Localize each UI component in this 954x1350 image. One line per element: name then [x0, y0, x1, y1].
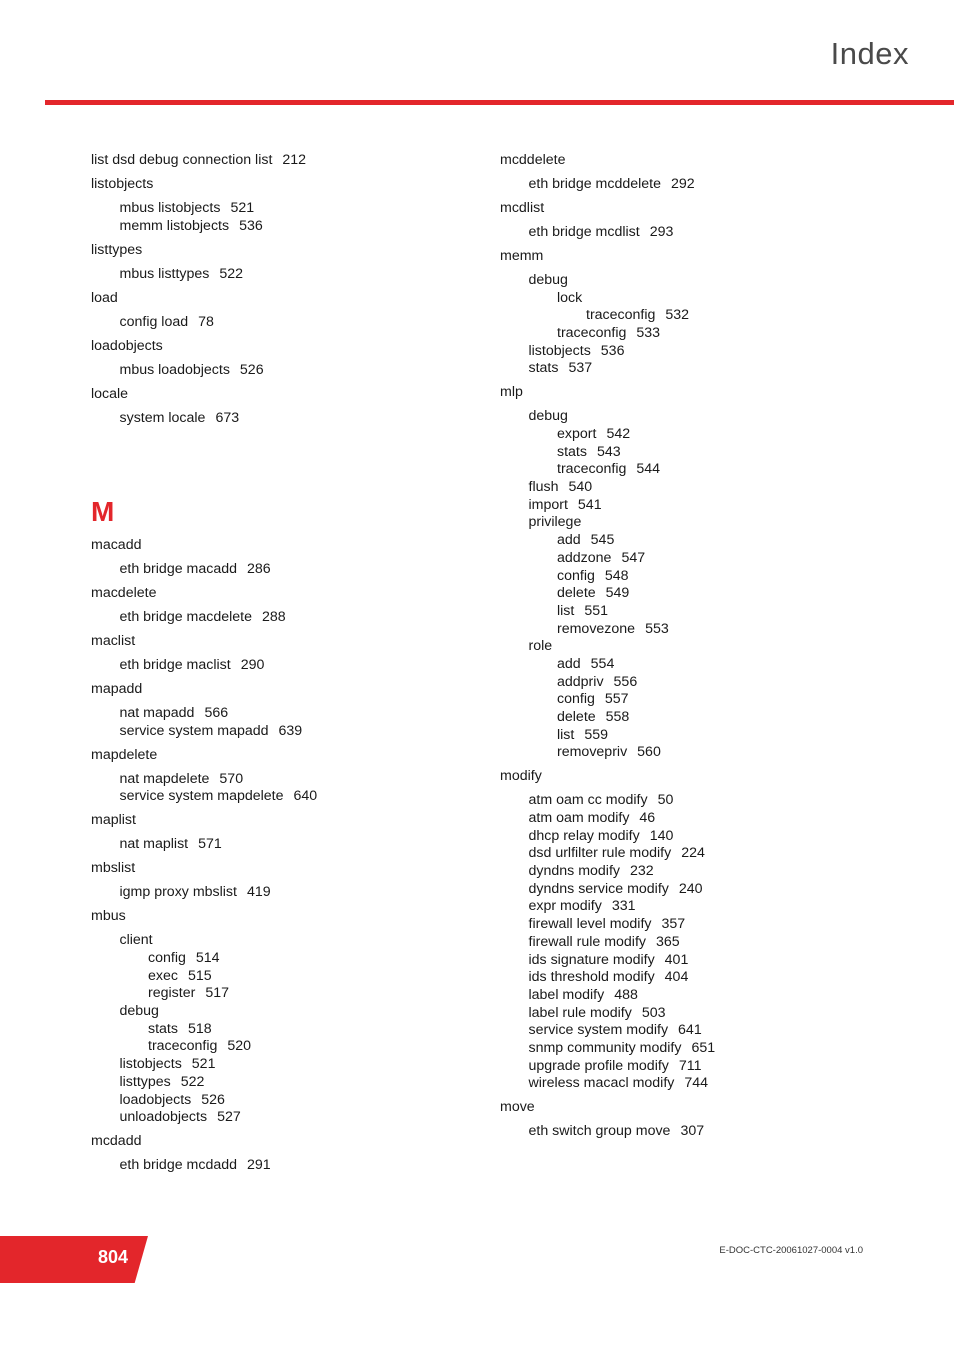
index-entry [500, 1099, 860, 1141]
index-subentry [91, 1109, 451, 1127]
page-number: 804 [98, 1247, 129, 1267]
index-subentry-text: add [557, 532, 581, 549]
index-subentry-text: export [557, 426, 597, 443]
index-subentry-page-ref: 543 [596, 443, 621, 460]
index-term [91, 585, 451, 603]
index-subentry-text: unloadobjects [119, 1109, 208, 1126]
index-term-text: memm [500, 247, 544, 264]
index-subentry-page-ref: 536 [239, 217, 263, 234]
index-subentry-page-ref: 240 [678, 880, 703, 897]
index-subentry [91, 788, 451, 806]
index-entry [91, 386, 451, 428]
index-entry [91, 537, 451, 579]
index-subentry-page-ref: 536 [600, 342, 625, 359]
index-term-text: maplist [91, 812, 136, 829]
index-subentry [500, 1075, 860, 1093]
index-subentry-text: label rule modify [528, 1004, 632, 1021]
index-subentry-text: system locale [119, 409, 206, 426]
index-subentry-text: config [148, 950, 186, 967]
index-subentry [500, 674, 860, 692]
index-subentry-page-ref: 46 [639, 810, 656, 827]
index-subentry-page-ref: 547 [621, 549, 646, 566]
index-subentry [91, 968, 451, 986]
index-term [91, 537, 451, 555]
index-term-text: mlp [500, 384, 523, 401]
index-entry [500, 200, 860, 242]
index-subentry-text: eth bridge mcddelete [528, 175, 662, 192]
index-entry [91, 1133, 451, 1175]
index-subentry [500, 585, 860, 603]
index-subentry-page-ref: 286 [247, 561, 271, 578]
index-subentry-text: delete [557, 709, 596, 726]
index-subentry-page-ref: 78 [198, 313, 214, 330]
index-subentry [500, 307, 860, 325]
index-subentry-page-ref: 520 [227, 1038, 252, 1055]
index-subentry-page-ref: 517 [205, 985, 229, 1002]
index-entry [91, 585, 451, 627]
index-subentry-text: dyndns service modify [528, 880, 669, 897]
index-subentry [500, 898, 860, 916]
index-subentry-text: debug [528, 271, 568, 288]
index-subentry-page-ref: 533 [636, 324, 661, 341]
index-subentry-page-ref: 290 [240, 657, 265, 674]
index-subentry-text: service system mapdelete [119, 788, 284, 805]
index-term [91, 386, 451, 404]
index-subentry [91, 561, 451, 579]
index-term-text: mcdadd [91, 1133, 142, 1150]
index-subentry [500, 1005, 860, 1023]
index-subentry-page-ref: 556 [613, 673, 638, 690]
index-subentry-text: dsd urlfilter rule modify [528, 845, 672, 862]
index-subentry [91, 1092, 451, 1110]
index-subentry-page-ref: 673 [215, 409, 240, 426]
index-term [500, 152, 860, 170]
index-subentry-page-ref: 570 [219, 770, 244, 787]
index-subentry-page-ref: 711 [678, 1057, 702, 1074]
index-subentry-page-ref: 537 [568, 360, 593, 377]
index-subentry [500, 176, 860, 194]
index-subentry-text: flush [528, 479, 559, 496]
index-subentry-text: debug [119, 1003, 159, 1020]
index-term [500, 248, 860, 266]
index-subentry-text: atm oam cc modify [528, 792, 648, 809]
index-subentry [500, 638, 860, 656]
index-subentry [91, 200, 451, 218]
index-subentry-text: listobjects [119, 1056, 182, 1073]
index-subentry-text: igmp proxy mbslist [119, 884, 237, 901]
index-subentry-text: list [557, 602, 575, 619]
index-subentry-page-ref: 293 [649, 223, 674, 240]
index-subentry-text: service system modify [528, 1022, 669, 1039]
header-divider [45, 100, 954, 105]
index-subentry [91, 884, 451, 902]
index-subentry-page-ref: 557 [604, 691, 629, 708]
index-subentry [500, 343, 860, 361]
index-column-left [91, 152, 451, 1181]
index-subentry-text: exec [148, 967, 178, 984]
index-term-text: loadobjects [91, 337, 163, 354]
index-subentry [91, 705, 451, 723]
index-term [91, 1133, 451, 1151]
index-entry [91, 152, 451, 170]
index-term-text: mcdlist [500, 199, 545, 216]
index-subentry [500, 656, 860, 674]
index-entries-m-continued [500, 152, 860, 1141]
index-subentry [91, 362, 451, 380]
section-letter: M [91, 496, 115, 528]
index-subentry-text: eth bridge macadd [119, 561, 238, 578]
index-subentry-text: firewall rule modify [528, 933, 646, 950]
index-subentry [500, 744, 860, 762]
index-subentry [500, 426, 860, 444]
index-subentry [500, 1058, 860, 1076]
document-id: E-DOC-CTC-20061027-0004 v1.0 [719, 1245, 863, 1256]
index-subentry-text: eth bridge mcdadd [119, 1157, 238, 1174]
index-subentry-page-ref: 560 [637, 744, 661, 761]
index-entry [91, 860, 451, 902]
index-subentry-text: eth bridge macdelete [119, 609, 253, 626]
index-subentry-page-ref: 357 [661, 916, 686, 933]
index-subentry-page-ref: 307 [680, 1123, 705, 1140]
index-subentry [500, 621, 860, 639]
index-term [91, 290, 451, 308]
index-subentry-page-ref: 291 [247, 1157, 271, 1174]
index-subentry [500, 360, 860, 378]
index-term-text: move [500, 1099, 535, 1116]
index-subentry-page-ref: 526 [239, 361, 264, 378]
index-subentry-text: addzone [557, 549, 612, 566]
index-term-text: modify [500, 768, 542, 785]
index-term [91, 633, 451, 651]
index-entry [500, 384, 860, 762]
index-subentry [500, 290, 860, 308]
index-entry [91, 681, 451, 740]
index-subentry-text: config [557, 691, 595, 708]
index-term [91, 860, 451, 878]
index-subentry-text: removezone [557, 620, 636, 637]
index-subentry-page-ref: 521 [191, 1056, 216, 1073]
index-subentry-page-ref: 140 [649, 827, 674, 844]
index-subentry-text: removepriv [557, 744, 628, 761]
index-subentry [500, 550, 860, 568]
index-subentry-text: listobjects [528, 342, 591, 359]
index-subentry [91, 1157, 451, 1175]
index-subentry [500, 532, 860, 550]
index-entries-m [91, 537, 451, 1175]
index-subentry-page-ref: 514 [195, 950, 220, 967]
index-term [91, 152, 451, 170]
index-subentry [91, 932, 451, 950]
index-subentry-page-ref: 551 [584, 602, 609, 619]
index-subentry [500, 709, 860, 727]
index-subentry-text: listtypes [119, 1073, 171, 1090]
index-subentry-text: traceconfig [586, 307, 656, 324]
index-entry [91, 908, 451, 1127]
index-subentry-text: eth bridge maclist [119, 657, 231, 674]
index-subentry [500, 863, 860, 881]
index-entry [500, 768, 860, 1093]
index-subentry-text: config [557, 567, 595, 584]
index-subentry [500, 810, 860, 828]
index-term [500, 1099, 860, 1117]
index-subentry-text: privilege [528, 514, 582, 531]
index-subentry-page-ref: 292 [671, 175, 695, 192]
index-subentry-page-ref: 554 [590, 655, 615, 672]
index-subentry [500, 916, 860, 934]
index-subentry-page-ref: 548 [604, 567, 629, 584]
index-subentry [500, 272, 860, 290]
index-term [91, 176, 451, 194]
index-subentry-page-ref: 518 [187, 1020, 212, 1037]
index-entries-l [91, 152, 451, 427]
index-subentry-text: wireless macacl modify [528, 1075, 675, 1092]
index-term [500, 384, 860, 402]
index-subentry [500, 408, 860, 426]
index-subentry-text: nat mapadd [119, 705, 195, 722]
index-subentry-page-ref: 640 [293, 788, 318, 805]
index-subentry-text: mbus loadobjects [119, 361, 230, 378]
page-title: Index [830, 36, 909, 71]
index-subentry-page-ref: 526 [201, 1091, 225, 1108]
index-subentry [500, 881, 860, 899]
index-subentry [91, 1038, 451, 1056]
index-subentry-text: mbus listobjects [119, 199, 221, 216]
index-term-text: mcddelete [500, 152, 566, 168]
index-subentry-text: firewall level modify [528, 916, 652, 933]
index-subentry-text: upgrade profile modify [528, 1057, 669, 1074]
index-subentry-page-ref: 540 [568, 479, 593, 496]
index-entry [91, 812, 451, 854]
index-subentry [91, 1074, 451, 1092]
index-subentry-text: eth switch group move [528, 1123, 671, 1140]
index-column-right [500, 152, 860, 1147]
index-subentry [500, 444, 860, 462]
index-term-text: mbslist [91, 860, 136, 877]
index-subentry [91, 218, 451, 236]
index-term [500, 768, 860, 786]
index-subentry [500, 934, 860, 952]
index-subentry-text: snmp community modify [528, 1039, 682, 1056]
index-subentry-text: eth bridge mcdlist [528, 223, 640, 240]
index-subentry-text: memm listobjects [119, 217, 230, 234]
index-subentry-text: ids signature modify [528, 951, 655, 968]
index-subentry-text: atm oam modify [528, 810, 630, 827]
index-subentry [500, 969, 860, 987]
index-term-text: macdelete [91, 585, 157, 602]
index-subentry-page-ref: 331 [611, 898, 636, 915]
index-subentry-page-ref: 488 [614, 986, 638, 1003]
index-subentry [500, 1123, 860, 1141]
index-subentry [500, 514, 860, 532]
index-subentry-text: mbus listtypes [119, 265, 210, 282]
index-term-text: load [91, 289, 118, 306]
index-subentry-text: list [557, 726, 575, 743]
index-subentry [500, 845, 860, 863]
index-subentry-text: loadobjects [119, 1091, 192, 1108]
index-subentry-page-ref: 224 [681, 845, 705, 862]
index-subentry-text: stats [557, 443, 587, 460]
index-subentry [500, 224, 860, 242]
index-subentry-text: dyndns modify [528, 863, 620, 880]
index-term [91, 681, 451, 699]
index-subentry-text: debug [528, 408, 568, 425]
index-subentry-page-ref: 521 [230, 199, 255, 216]
index-subentry [500, 568, 860, 586]
index-subentry [500, 952, 860, 970]
index-subentry-text: ids threshold modify [528, 969, 655, 986]
index-subentry [91, 950, 451, 968]
index-subentry-page-ref: 549 [605, 585, 630, 602]
index-subentry-page-ref: 544 [636, 461, 661, 478]
index-subentry [500, 461, 860, 479]
index-subentry-text: client [119, 932, 153, 949]
index-subentry-page-ref: 232 [629, 863, 654, 880]
index-subentry [500, 603, 860, 621]
index-subentry [91, 1021, 451, 1039]
index-term-text: maclist [91, 633, 136, 650]
index-subentry-text: nat mapdelete [119, 770, 210, 787]
index-subentry-page-ref: 639 [278, 722, 303, 739]
index-entry [91, 176, 451, 235]
index-subentry [500, 1040, 860, 1058]
index-term-text: mbus [91, 908, 126, 925]
index-entry [91, 290, 451, 332]
index-subentry-page-ref: 365 [655, 933, 680, 950]
index-subentry-page-ref: 651 [691, 1039, 716, 1056]
index-subentry-page-ref: 571 [198, 836, 222, 853]
index-subentry [91, 410, 451, 428]
index-term [91, 242, 451, 260]
index-term-text: mapdelete [91, 746, 158, 763]
index-term [500, 200, 860, 218]
index-subentry [91, 1056, 451, 1074]
index-subentry [91, 836, 451, 854]
index-subentry-text: stats [148, 1020, 178, 1037]
index-subentry-page-ref: 641 [678, 1022, 702, 1039]
index-term-page-ref: 212 [282, 152, 307, 168]
index-subentry-text: config load [119, 313, 189, 330]
index-subentry-text: traceconfig [557, 461, 627, 478]
index-subentry [500, 497, 860, 515]
index-subentry [500, 325, 860, 343]
index-subentry-page-ref: 522 [219, 265, 244, 282]
index-subentry-text: import [528, 496, 568, 513]
index-subentry [500, 727, 860, 745]
index-subentry [500, 828, 860, 846]
index-subentry-page-ref: 744 [684, 1075, 709, 1092]
index-subentry-text: nat maplist [119, 836, 189, 853]
index-subentry [500, 691, 860, 709]
index-subentry-page-ref: 527 [217, 1109, 241, 1126]
index-subentry-page-ref: 542 [606, 426, 631, 443]
index-subentry [91, 771, 451, 789]
index-subentry-page-ref: 401 [664, 951, 689, 968]
index-subentry-page-ref: 566 [204, 705, 229, 722]
index-subentry-text: stats [528, 360, 559, 377]
index-subentry-text: expr modify [528, 898, 602, 915]
index-subentry-page-ref: 522 [180, 1073, 205, 1090]
index-term-text: mapadd [91, 681, 143, 698]
index-subentry [91, 266, 451, 284]
index-term [91, 747, 451, 765]
index-entry [91, 633, 451, 675]
index-subentry-text: delete [557, 585, 596, 602]
index-term-text: macadd [91, 537, 142, 554]
index-subentry-text: addpriv [557, 673, 604, 690]
index-subentry [91, 723, 451, 741]
index-subentry-text: label modify [528, 986, 605, 1003]
index-subentry [500, 792, 860, 810]
index-subentry-text: add [557, 655, 581, 672]
index-subentry [91, 609, 451, 627]
index-term [91, 338, 451, 356]
index-subentry-page-ref: 50 [657, 792, 674, 809]
index-subentry-page-ref: 558 [605, 709, 630, 726]
index-term [91, 812, 451, 830]
index-subentry-text: register [148, 985, 196, 1002]
index-term-text: listobjects [91, 175, 154, 192]
index-term [91, 908, 451, 926]
index-subentry [500, 1022, 860, 1040]
index-subentry-page-ref: 532 [665, 307, 690, 324]
index-subentry-page-ref: 288 [262, 609, 286, 626]
index-entry [91, 338, 451, 380]
index-term-text: listtypes [91, 241, 143, 258]
index-subentry-page-ref: 419 [246, 884, 271, 901]
index-entry [91, 242, 451, 284]
index-subentry-text: traceconfig [148, 1038, 218, 1055]
index-subentry-text: service system mapadd [119, 722, 269, 739]
index-subentry [500, 479, 860, 497]
index-subentry-page-ref: 503 [641, 1004, 666, 1021]
index-subentry-text: traceconfig [557, 324, 627, 341]
index-subentry [91, 314, 451, 332]
index-subentry-page-ref: 559 [584, 726, 609, 743]
index-subentry-page-ref: 545 [590, 532, 615, 549]
index-subentry-text: dhcp relay modify [528, 827, 640, 844]
index-entry [500, 152, 860, 194]
index-subentry-page-ref: 541 [577, 496, 602, 513]
index-subentry [91, 657, 451, 675]
index-subentry [91, 985, 451, 1003]
index-subentry-page-ref: 553 [645, 620, 669, 637]
index-term-text: list dsd debug connection list [91, 152, 273, 168]
index-subentry-text: role [528, 638, 553, 655]
index-subentry-page-ref: 404 [664, 969, 689, 986]
index-term-text: locale [91, 385, 129, 402]
index-subentry-page-ref: 515 [187, 967, 212, 984]
index-subentry-text: lock [557, 289, 583, 306]
index-subentry [500, 987, 860, 1005]
index-subentry [91, 1003, 451, 1021]
index-entry [500, 248, 860, 378]
index-entry [91, 747, 451, 806]
